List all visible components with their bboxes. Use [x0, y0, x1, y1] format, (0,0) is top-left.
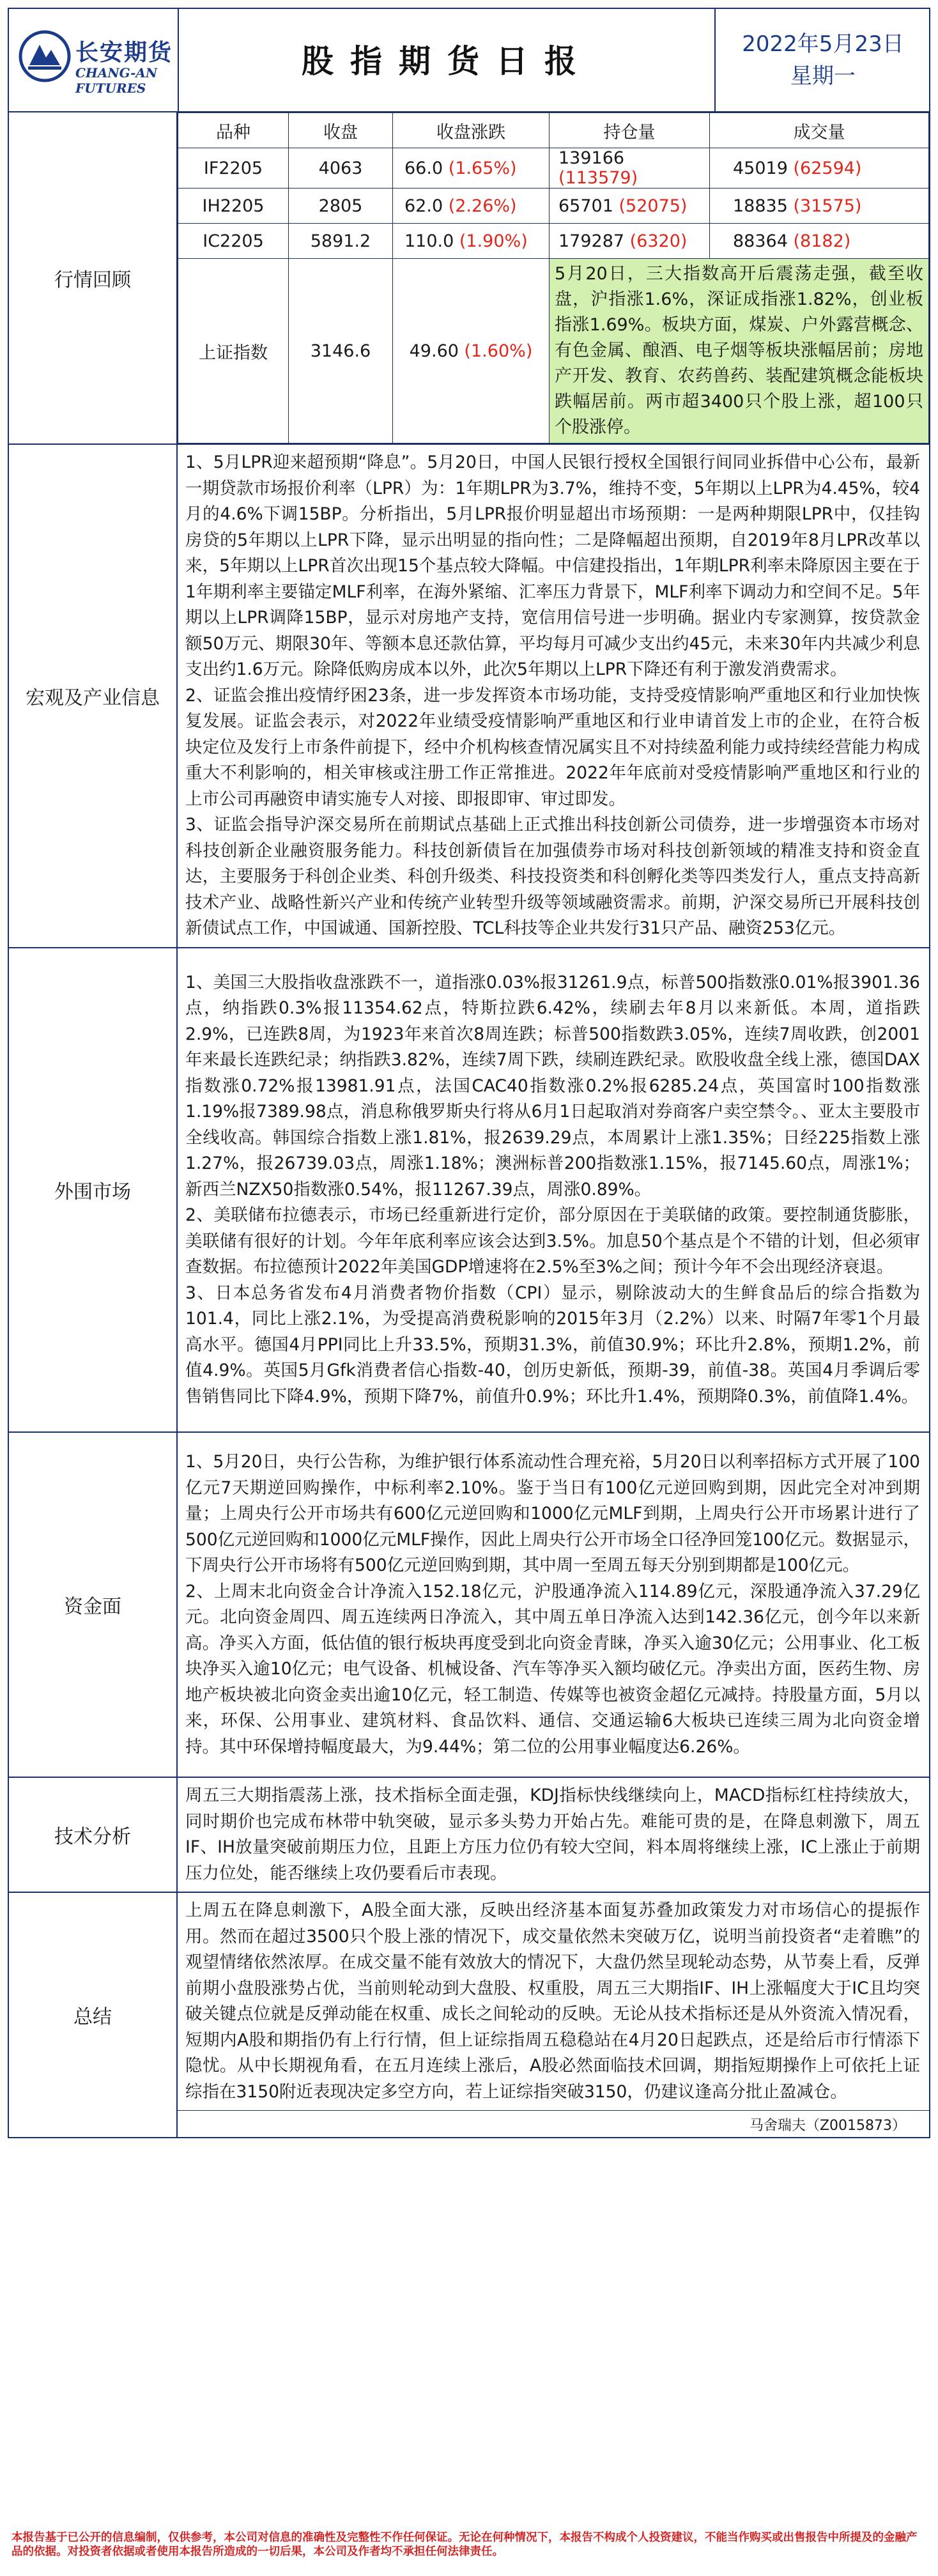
oi-value: 65701 [558, 196, 613, 216]
report-weekday: 星期一 [790, 63, 856, 89]
logo-cn-text: 长安期货 [75, 40, 173, 66]
section-summary [9, 1893, 929, 2137]
section-technical [9, 1778, 929, 1893]
contract-name: IH2205 [178, 189, 289, 224]
column-header: 持仓量 [550, 113, 710, 148]
section-label: 总结 [9, 1893, 178, 2137]
report-date: 2022年5月23日 [742, 31, 904, 57]
volume [710, 148, 929, 189]
oi-change: (52075) [619, 196, 688, 216]
close-price: 4063 [289, 148, 393, 189]
paragraph: 3、证监会指导沪深交易所在前期试点基础上正式推出科技创新公司债券，进一步增强资本市场对科技创新企业融资服务能力。科技创新债旨在加强债券市场对科技创新领域的精准支持和资金直达，主要服务于科创企业类、科创升级类、科技投资类和科创孵化类等四类发行人，重点支持高新技术产业、战略性新兴产业和传统产业转型升级等领域融资需求。前期，沪深交易所已开展科技创新债试点工作，中国诚通、国新控股、TCL科技等企业共发行31只产品、融资253亿元。 [185, 815, 920, 938]
contract-name: IC2205 [178, 224, 289, 259]
company-logo [18, 23, 178, 96]
table-row [178, 189, 929, 224]
column-header: 收盘涨跌 [393, 113, 550, 148]
volume-change: (31575) [793, 196, 862, 216]
market-table-wrap [178, 112, 929, 443]
volume-change: (8182) [793, 231, 851, 251]
section-label: 宏观及产业信息 [9, 445, 178, 947]
paragraph: 1、美国三大股指收盘涨跌不一，道指涨0.03%报31261.9点，标普500指数涨0.01%报3901.36点，纳指跌0.3%报11354.62点，特斯拉跌6.42%，续刷去年8月以来新低。本周，道指跌2.9%，已连跌8周，为1923年来首次8周连跌；标普500指数跌3.05%，连续7周收跌，创2001年来最长连跌纪录；纳指跌3.82%，连续7周下跌，续刷连跌纪录。欧股收盘全线上涨，德国DAX指数涨0.72%报13981.91点，法国CAC40指数涨0.2%报6285.24点，英国富时100指数涨1.19%报7389.98点，消息称俄罗斯央行将从6月1日起取消对券商客户卖空禁令。、亚太主要股市全线收高。韩国综合指数上涨1.81%，报2639.29点，本周累计上涨1.35%；日经225指数上涨1.27%，报26739.03点，周涨1.18%；澳洲标普200指数涨1.15%，报7145.60点，周涨1%；新西兰NZX50指数涨0.54%，报11267.39点，周涨0.89%。 [185, 972, 920, 1199]
section-funds [9, 1433, 929, 1778]
table-row [178, 224, 929, 259]
market-comment: 5月20日，三大指数高开后震荡走强，截至收盘，沪指涨1.6%，深证成指涨1.82%，创业板指涨1.69%。板块方面，煤炭、户外露营概念、有色金属、酿酒、电子烟等板块涨幅居前；房地产开发、教育、农药兽药、装配建筑概念能板块跌幅居前。两市超3400只个股上涨，超100只个股涨停。 [550, 259, 929, 443]
volume [710, 224, 929, 259]
contract-name: IF2205 [178, 148, 289, 189]
index-change [393, 259, 550, 443]
analyst-signature: 马舍瑞夫（Z0015873） [178, 2110, 929, 2137]
table-row [178, 148, 929, 189]
section-market-review [9, 112, 929, 445]
header-divider [714, 9, 716, 111]
open-interest [550, 148, 710, 189]
logo-en-text: CHANG-AN FUTURES [75, 65, 158, 96]
section-macro [9, 445, 929, 948]
volume [710, 189, 929, 224]
disclaimer: 本报告基于已公开的信息编制，仅供参考，本公司对信息的准确性及完整性不作任何保证。无论在何种情况下，本报告不构成个人投资建议，不能当作购买或出售报告中所提及的金融产品的依据。对投资者依据或者使用本报告所造成的一切后果，本公司及作者均不承担任何法律责任。 [12, 2531, 918, 2558]
close-change [393, 224, 550, 259]
change-value: 66.0 [404, 158, 443, 178]
close-change [393, 189, 550, 224]
report-frame [8, 8, 930, 2138]
market-table [178, 112, 929, 443]
volume-value: 88364 [733, 231, 788, 251]
paragraph: 2、证监会推出疫情纾困23条，进一步发挥资本市场功能，支持受疫情影响严重地区和行业加快恢复发展。证监会表示，对2022年业绩受疫情影响严重地区和行业申请首发上市的企业，在符合板块定位及发行上市条件前提下，经中介机构核查情况属实且不对持续盈利能力或持续经营能力构成重大不利影响的，相关审核或注册工作正常推进。2022年年底前对受疫情影响严重地区和行业的上市公司再融资申请实施专人对接、即报即审、审过即发。 [185, 685, 920, 809]
paragraph: 3、日本总务省发布4月消费者物价指数（CPI）显示，剔除波动大的生鲜食品后的综合指数为101.4，同比上涨2.1%，为受提高消费税影响的2015年3月（2.2%）以来、时隔7年零1个月最高水平。德国4月PPI同比上升33.5%，预期31.3%，前值30.9%；环比升2.8%，预期1.2%，前值4.9%。英国5月Gfk消费者信心指数-40，创历史新低，预期-39，前值-38。英国4月季调后零售销售同比下降4.9%，预期下降7%，前值升0.9%；环比升1.4%，预期降0.3%，前值降1.4%。 [185, 1283, 920, 1407]
report-title: 股指期货日报 [302, 43, 593, 80]
paragraph: 2、美联储布拉德表示，市场已经重新进行定价，部分原因在于美联储的政策。要控制通货膨胀，美联储有很好的计划。今年年底利率应该会达到3.5%。加息50个基点是个不错的计划，但必须审查数据。布拉德预计2022年美国GDP增速将在2.5%至3%之间；预计今年不会出现经济衰退。 [185, 1205, 920, 1277]
paragraph: 1、5月LPR迎来超预期“降息”。5月20日，中国人民银行授权全国银行间同业拆借中心公布，最新一期贷款市场报价利率（LPR）为：1年期LPR为3.7%，维持不变，5年期以上LPR为4.45%，较4月的4.6%下调15BP。分析指出，5月LPR报价明显超出市场预期：一是两种期限LPR中，仅挂钩房贷的5年期以上LPR下降，显示出明显的指向性；二是降幅超出预期，自2019年8月LPR改革以来，5年期以上LPR首次出现15个基点较大降幅。中信建投指出，1年期LPR利率未降原因主要在于1年期利率主要锚定MLF利率，在海外紧缩、汇率压力背景下，MLF利率下调动力和空间不足。5年期以上LPR调降15BP，显示对房地产支持，宽信用信号进一步明确。据业内专家测算，按贷款金额50万元、期限30年、等额本息还款估算，平均每月可减少支出约45元，未来30年内共减少利息支出约1.6万元。除降低购房成本以外，此次5年期以上LPR下降还有利于激发消费需求。 [185, 452, 920, 679]
change-percent: (1.90%) [459, 231, 528, 251]
change-value: 110.0 [404, 231, 454, 251]
column-header: 收盘 [289, 113, 393, 148]
section-overseas [9, 948, 929, 1433]
section-label: 行情回顾 [9, 112, 178, 443]
close-price: 2805 [289, 189, 393, 224]
index-change-value: 49.60 [409, 341, 459, 361]
volume-value: 18835 [733, 196, 788, 216]
index-name: 上证指数 [178, 259, 289, 443]
report-header [9, 9, 929, 112]
column-header: 品种 [178, 113, 289, 148]
section-body [178, 1893, 929, 2110]
section-body [178, 1778, 929, 1892]
section-body [178, 948, 929, 1432]
volume-value: 45019 [733, 158, 788, 178]
close-price: 5891.2 [289, 224, 393, 259]
oi-change: (6320) [629, 231, 688, 251]
column-header: 成交量 [710, 113, 929, 148]
open-interest [550, 224, 710, 259]
table-header-row [178, 113, 929, 148]
section-label: 资金面 [9, 1433, 178, 1777]
paragraph: 2、上周末北向资金合计净流入152.18亿元，沪股通净流入114.89亿元，深股通净流入37.29亿元。北向资金周四、周五连续两日净流入，其中周五单日净流入达到142.36亿元，创今年以来新高。净买入方面，低估值的银行板块再度受到北向资金青睐，净买入逾30亿元；公用事业、化工板块净买入逾10亿元；电气设备、机械设备、汽车等净买入额均破亿元。净卖出方面，医药生物、房地产板块被北向资金卖出逾10亿元，轻工制造、传媒等也被资金超亿元减持。持股量方面，5月以来，环保、公用事业、建筑材料、食品饮料、通信、交通运输6大板块已连续三周为北向资金增持。其中环保增持幅度最大，为9.44%；第二位的公用事业幅度达6.26%。 [185, 1581, 920, 1757]
index-change-percent: (1.60%) [464, 341, 533, 361]
volume-change: (62594) [793, 158, 862, 178]
paragraph: 1、5月20日，央行公告称，为维护银行体系流动性合理充裕，5月20日以利率招标方式开展了100亿元7天期逆回购操作，中标利率2.10%。鉴于当日有100亿元逆回购到期，因此完全对冲到期量；上周央行公开市场共有600亿元逆回购和1000亿元MLF到期，上周央行公开市场累计进行了500亿元逆回购和1000亿元MLF操作，因此上周央行公开市场全口径净回笼100亿元。数据显示，下周央行公开市场将有500亿元逆回购到期，其中周一至周五每天分别到期都是100亿元。 [185, 1452, 920, 1575]
header-divider [178, 9, 179, 111]
index-close: 3146.6 [289, 259, 393, 443]
oi-change: (113579) [558, 168, 638, 188]
oi-value: 179287 [558, 231, 625, 251]
close-change [393, 148, 550, 189]
report-date-box [717, 28, 929, 92]
open-interest [550, 189, 710, 224]
paragraph: 上周五在降息刺激下，A股全面大涨，反映出经济基本面复苏叠加政策发力对市场信心的提振作用。然而在超过3500只个股上涨的情况下，成交量依然未突破万亿，说明当前投资者“走着瞧”的观望情绪依然浓厚。在成交量不能有效放大的情况下，大盘仍然呈现轮动态势，从节奏上看，反弹前期小盘股涨势占优，当前则轮动到大盘股、权重股，周五三大期指IF、IH上涨幅度大于IC且均突破关键点位就是反弹动能在权重、成长之间轮动的反映。无论从技术指标还是从外资流入情况看，短期内A股和期指仍有上行行情，但上证综指周五稳稳站在4月20日起跌点，还是给后市行情添下隐忧。从中长期视角看，在五月连续上涨后，A股必然面临技术回调，期指短期操作上可依托上证综指在3150附近表现决定多空方向，若上证综指突破3150，仍建议逢高分批止盈减仓。 [185, 1901, 920, 2102]
sse-index-row [178, 259, 929, 443]
section-body [178, 445, 929, 947]
section-label: 技术分析 [9, 1778, 178, 1892]
section-label: 外围市场 [9, 948, 178, 1432]
oi-value: 139166 [558, 148, 625, 168]
change-percent: (1.65%) [448, 158, 517, 178]
change-percent: (2.26%) [448, 196, 517, 216]
chang-an-logo-icon [18, 29, 72, 83]
change-value: 62.0 [404, 196, 443, 216]
section-body [178, 1433, 929, 1777]
paragraph: 周五三大期指震荡上涨，技术指标全面走强，KDJ指标快线继续向上，MACD指标红柱持续放大，同时期价也完成布林带中轨突破，显示多头势力开始占先。难能可贵的是，在降息刺激下，周五IF、IH放量突破前期压力位，且距上方压力位仍有较大空间，料本周将继续上涨，IC上涨止于前期压力位处，能否继续上攻仍要看后市表现。 [185, 1785, 920, 1883]
